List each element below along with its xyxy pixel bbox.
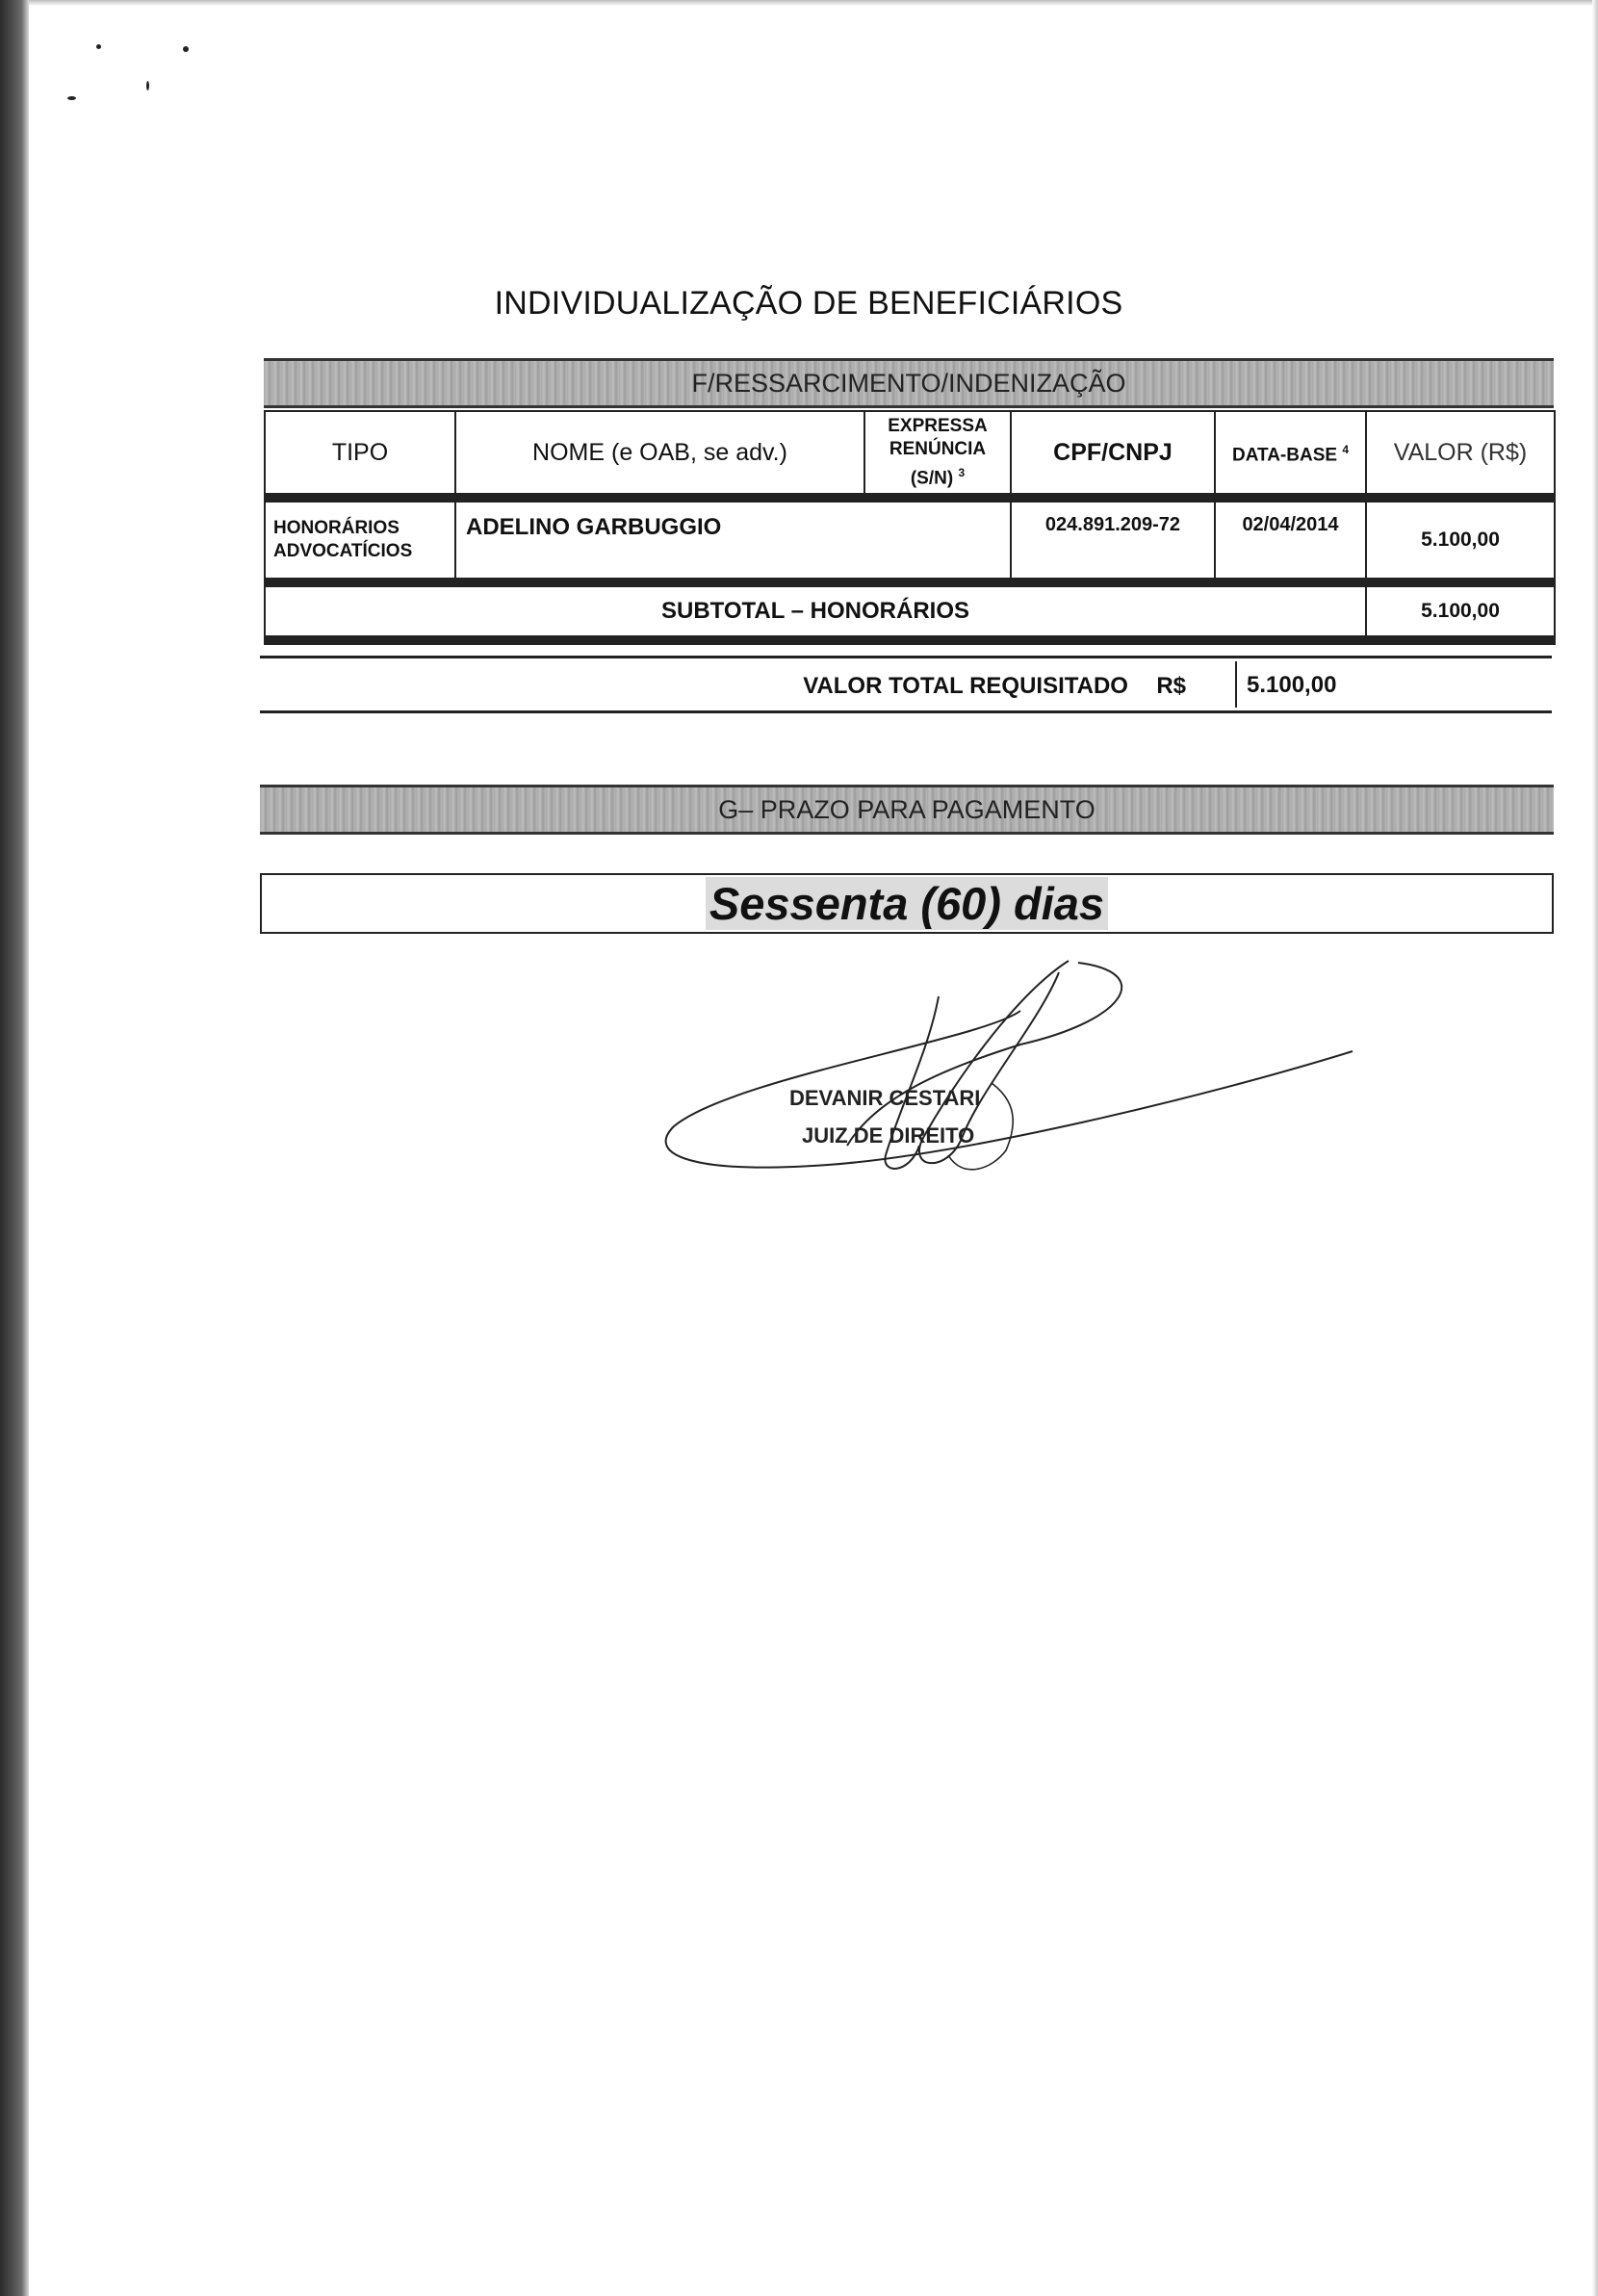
total-label-text: VALOR TOTAL REQUISITADO (803, 673, 1128, 699)
header-nome: NOME (e OAB, se adv.) (455, 411, 864, 494)
document-title: INDIVIDUALIZAÇÃO DE BENEFICIÁRIOS (494, 285, 1123, 322)
cell-nome: ADELINO GARBUGGIO (455, 502, 1011, 579)
total-value: 5.100,00 (1235, 661, 1336, 708)
footnote-4: 4 (1342, 442, 1350, 456)
signer-role: JUIZ DE DIREITO (802, 1123, 975, 1148)
cell-tipo-line2: ADVOCATÍCIOS (273, 541, 413, 561)
cell-valor: 5.100,00 (1366, 502, 1555, 579)
header-data-base-label: DATA-BASE (1231, 445, 1338, 466)
payment-term-value: Sessenta (60) dias (706, 877, 1108, 930)
header-expressa-line2: RENÚNCIA (889, 438, 987, 459)
cell-tipo-line1: HONORÁRIOS (273, 518, 400, 538)
header-valor: VALOR (R$) (1366, 411, 1555, 494)
footnote-3: 3 (958, 465, 966, 479)
cell-cpf: 024.891.209-72 (1011, 502, 1215, 579)
header-tipo: TIPO (265, 411, 455, 494)
section-g-title: G– PRAZO PARA PAGAMENTO (718, 794, 1095, 824)
cell-data-base: 02/04/2014 (1215, 502, 1366, 579)
signer-name: DEVANIR CESTARI (789, 1086, 981, 1110)
subtotal-label: SUBTOTAL – HONORÁRIOS (265, 586, 1366, 636)
signature-stroke (847, 963, 1121, 1146)
header-expressa-line1: EXPRESSA (888, 415, 988, 436)
header-expressa-line3: (S/N) (910, 468, 954, 489)
subtotal-value: 5.100,00 (1366, 586, 1555, 636)
header-cpf: CPF/CNPJ (1011, 411, 1215, 494)
section-f-title: F/RESSARCIMENTO/INDENIZAÇÃO (691, 368, 1126, 398)
total-currency: R$ (1156, 673, 1186, 699)
